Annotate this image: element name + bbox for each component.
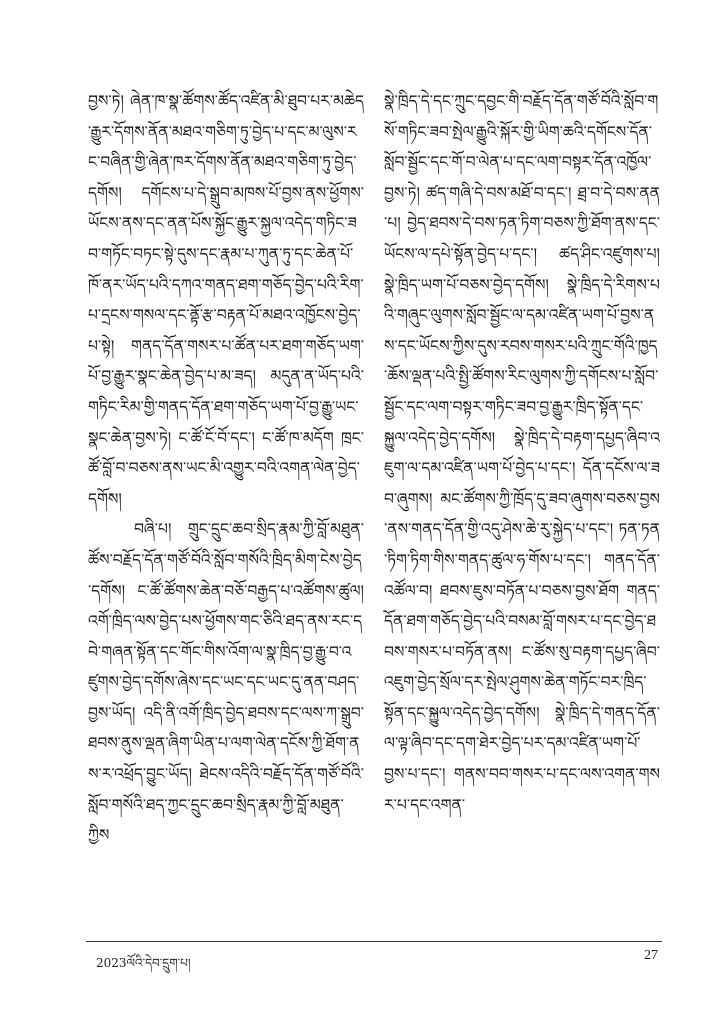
page-number: 27 (644, 948, 658, 963)
left-column (88, 86, 364, 851)
issue-label: 2023ལོའི་དེབ་དྲུག་པ། (96, 956, 191, 970)
body-paragraph-section-four: བཞི་པ། གྲུང་དྲུང་ཆབ་སྲིད་རྣམ་ཀྱི་བློ་མཐུན་ཚོས་བརྗོད་དོན་གཙོ་བོའི་སློབ་གསོའི་ཁྲིད་མིག་ངེས་བྱེད་དགོས། ང་ཚོ་ཚོགས་ཆེན་བཅོ་བརྒྱད་པ་འཚོགས་ཚུལ། འགོ་ཁྲིད་ལས་བྱེད་པས་ཕྱོགས་གང་ཅིའི་ཐད་ནས་རང་དབེ་གཞན་སྟོན་དང་གོང་གིས་འོག་ལ་སྣ་ཁྲིད་བྱ་རྒྱུ་བ་འཛུགས་བྱེད་དགོས་ཞེས་དང་ཡང་དང་ཡང་དུ་ནན་བཤད་བྱས་ཡོད། འདི་ནི་འགོ་ཁྲིད་བྱེད་ཐབས་དང་ལས་ཀ་སྒྲུབ་ཐབས་ནུས་ལྡན་ཞིག་ཡིན་པ་ལག་ལེན་དངོས་ཀྱི་ཐོག་ནས་ར་འཕྲོད་བྱུང་ཡོད། ཐེངས་འདིའི་བརྗོད་དོན་གཙོ་བོའི་སློབ་གསོའི་ཐད་ཀྱང་དྲུང་ཆབ་སྲིད་རྣམ་ཀྱི་བློ་མཐུན་ཀྱིས (88, 520, 364, 845)
body-paragraph: བྱས་ཏེ། ཞེན་ཁ་སྣ་ཚོགས་ཚོད་འཛིན་མི་ཐུབ་པར་མཆེད་རྒྱུར་དོགས་ནོན་མཐའ་གཅིག་ཏུ་བྱེད་པ་དང་མ་ལུས་རང་བཞིན་གྱི་ཞེན་ཁར་དོགས་ནོན་མཐའ་གཅིག་ཏུ་བྱེད་དགོས། དགོངས་པ་དེ་སྒྲུབ་མཁས་པོ་བྱས་ནས་ཕྱོགས་ཡོངས་ནས་དང་ནན་པོས་སྐྱོང་རྒྱུར་སྐྱལ་འདེད་གཏིང་ཟབ་གཏོང་བཏང་སྟེ་དུས་དང་རྣམ་པ་ཀུན་ཏུ་དང་ཆེན་པོ་ཁོ་ནར་ཡོད་པའི་དཀའ་གནད་ཐག་གཅོད་བྱེད་པའི་རིག་པ་དྲངས་གསལ་དང་ནྟོ་རྩ་བརྟན་པོ་མཐའ་འཁྱོངས་བྱེད་པ་སྟེ། གནད་དོན་གསར་པ་ཚོན་པར་ཐག་གཅོད་ཡག་པོ་བྱ་རྒྱུར་སྣང་ཆེན་བྱེད་པ་མ་ཟད། མདུན་ན་ཡོད་པའི་གཏིང་རིམ་གྱི་གནད་དོན་ཐག་གཅོད་ཡག་པོ་བྱ་རྒྱུ་ཡང་སྣང་ཆེན་བྱས་ཏེ། ང་ཚོ་ངོ་བོ་དང་། ང་ཚོ་ཁ་མདོག ཁྲང་ཚོ་བློ་བ་བཅས་ནས་ཡང་མི་འགྱུར་བའི་འགན་ལེན་བྱེད་དགོས། (88, 92, 364, 508)
footer-divider (86, 941, 662, 942)
right-column (384, 86, 660, 820)
body-paragraph: སྣེ་ཁྲིད་དེ་དང་ཀྲུང་དབྱང་གི་བརྗོད་དོན་གཙོ་བོའི་སློབ་གསོ་གཏིང་ཟབ་སྤེལ་རྒྱུའི་སྐོར་གྱི་ཡིག་ཆའི་དགོངས་དོན་སློབ་སྦྱོང་དང་གོ་བ་ལེན་པ་དང་ལག་བསྟར་དོན་འཁྱོལ་བྱས་ཏེ། ཚད་གཞི་དེ་བས་མཐོ་བ་དང་། ཐྲ་བ་དེ་བས་ནན་པ། བྱེད་ཐབས་དེ་བས་ཏན་ཏིག་བཅས་ཀྱི་ཐོག་ནས་དང་ཡོངས་ལ་དཔེ་སྟོན་བྱེད་པ་དང་། ཚད་ཤིང་འཛུགས་པ། སྣེ་ཁྲིད་ཡག་པོ་བཅས་བྱེད་དགོས། སྣེ་ཁྲིད་དེ་རིགས་པའི་གཞུང་ལུགས་སློབ་སྦྱོང་ལ་དམ་འཛིན་ཡག་པོ་བྱས་ནས་དང་ཡོངས་ཀྱིས་དུས་རབས་གསར་པའི་ཀྲུང་གོའི་ཁྱད་ཆོས་ལྡན་པའི་སྤྱི་ཚོགས་རིང་ལུགས་ཀྱི་དགོངས་པ་སློབ་སྦྱོང་དང་ལག་བསྟར་གཏིང་ཟབ་བྱ་རྒྱུར་ཁྲིད་སྟོན་དང་སྐྱུལ་འདེད་བྱེད་དགོས། སྣེ་ཁྲིད་དེ་བརྟག་དཔྱད་ཞིབ་འཇུག་ལ་དམ་འཛིན་ཡག་པོ་བྱེད་པ་དང་། དོན་དངོས་ལ་ཟབ་ཞུགས། མང་ཚོགས་ཀྱི་ཁྲོད་དུ་ཟབ་ཞུགས་བཅས་བྱས་ནས་གནད་དོན་གྱི་འདུ་ཤེས་ཆེ་རུ་སྐྱེད་པ་དང་། ཏན་ཏན་ཏིག་ཏིག་གིས་གནད་ཚུལ་ཧ་གོས་པ་དང་། གནད་དོན་འཚོལ་བ། ཐབས་ཇུས་བཏོན་པ་བཅས་བྱས་ཐོག གནད་དོན་ཐག་གཅོད་བྱེད་པའི་བསམ་བློ་གསར་པ་དང་བྱེད་ཐབས་གསར་པ་བཏོན་ནས། ང་ཚོས་སུ་བརྟག་དཔྱད་ཞིབ་འཇུག་བྱེད་སྲོལ་དར་སྤེལ་ཤུགས་ཆེན་གཏོང་བར་ཁྲིད་སྟོན་དང་སྐྱུལ་འདེད་བྱེད་དགོས། སྣེ་ཁྲིད་དེ་གནད་དོན་ལ་ལྟ་ཞིབ་དང་དག་ཐེར་བྱེད་པར་དམ་འཛིན་ཡག་པོ་བྱས་པ་དང་། གནས་བབ་གསར་པ་དང་ལས་འགན་གསར་པ་དང་འགན་ (384, 92, 660, 814)
